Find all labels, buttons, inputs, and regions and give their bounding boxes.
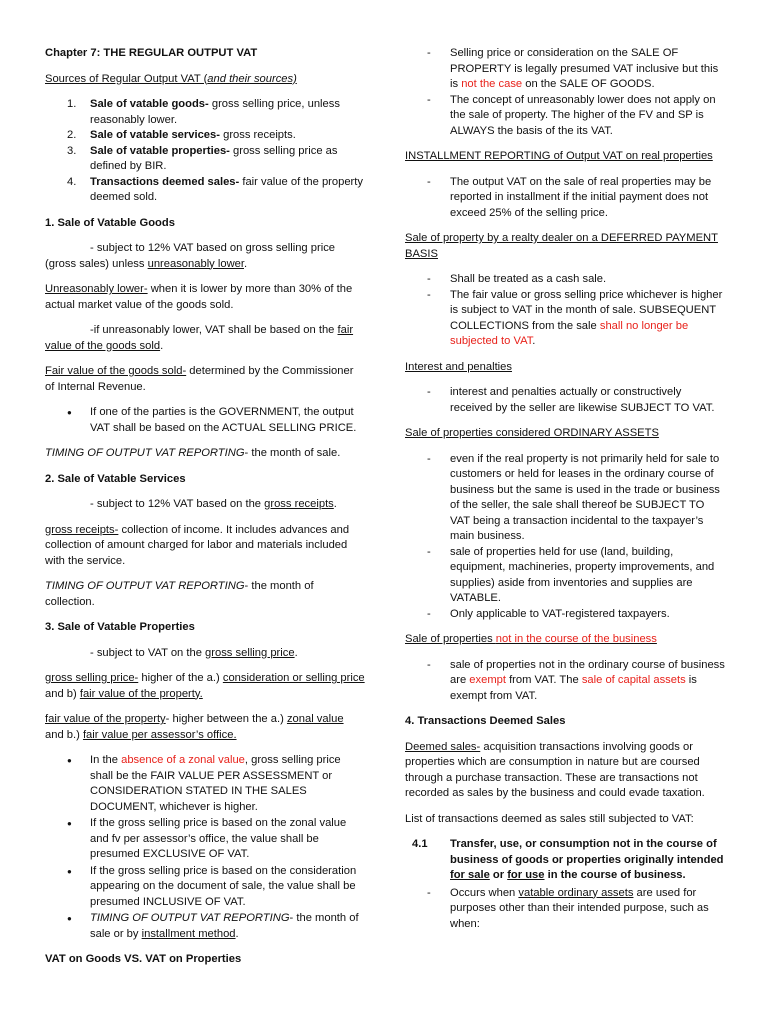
list-item: ● If the gross selling price is based on the zonal value and fv per assessor’s office, the value shall be presumed EXCLUSIVE OF VAT.	[45, 816, 365, 863]
timing-note: TIMING OF OUTPUT VAT REPORTING- the month of sale.	[45, 447, 341, 459]
dash-list	[405, 886, 725, 933]
paragraph: - subject to 12% VAT based on gross selling price (gross sales) unless unreasonably lower.	[45, 242, 336, 270]
paragraph: List of transactions deemed as sales still subjected to VAT:	[405, 812, 694, 825]
list-item: - The fair value or gross selling price whichever is higher is subject to VAT in the month of sale. SUBSEQUENT COLLECTIONS from the sale shall no longer be subjected to VAT.	[405, 288, 725, 350]
dash-list	[405, 175, 725, 222]
paragraph: gross selling price- higher of the a.) consideration or selling price and b) fair value of the property.	[45, 672, 365, 700]
timing-note: TIMING OF OUTPUT VAT REPORTING- the month of collection.	[45, 580, 314, 608]
left-column	[45, 46, 365, 978]
list-item: - sale of properties not in the ordinary course of business are exempt from VAT. The sale of capital assets is exempt from VAT.	[405, 658, 725, 705]
section-subheading: Interest and penalties	[405, 360, 512, 373]
list-item: 3. Sale of vatable properties- gross selling price as defined by BIR.	[67, 144, 338, 172]
list-item: - Selling price or consideration on the SALE OF PROPERTY is legally presumed VAT inclusive but this is not the case on the SALE OF GOODS.	[405, 46, 725, 93]
paragraph: Deemed sales- acquisition transactions involving goods or properties which are consumption in nature but are coursed through a purchase transaction. These are transactions not recorded as sales by the business and could evade taxation.	[405, 740, 705, 799]
list-item: - Occurs when vatable ordinary assets are used for purposes other than their intended purpose, such as when:	[405, 886, 725, 933]
paragraph: - subject to 12% VAT based on the gross receipts.	[90, 498, 337, 510]
bullet-list	[45, 405, 365, 436]
paragraph: fair value of the property- higher between the a.) zonal value and b.) fair value per assessor’s office.	[45, 713, 344, 741]
section-subheading: Sale of properties considered ORDINARY ASSETS	[405, 427, 659, 439]
list-item: 1. Sale of vatable goods- gross selling price, unless reasonably lower.	[67, 98, 340, 126]
dash-list	[405, 658, 725, 705]
dash-list	[405, 46, 725, 139]
list-item: - The concept of unreasonably lower does not apply on the sale of property. The higher of the FV and SP is ALWAYS the basis of the its VAT.	[405, 93, 725, 140]
list-item: - Shall be treated as a cash sale.	[405, 272, 725, 288]
list-item: 2. Sale of vatable services- gross receipts.	[67, 129, 296, 141]
paragraph: gross receipts- collection of income. It includes advances and collection of amount charged for labor and materials included with the service.	[45, 523, 350, 567]
list-item: - The output VAT on the sale of real properties may be reported in installment if the initial payment does not exceed 25% of the selling price.	[405, 175, 725, 222]
list-item: ● If one of the parties is the GOVERNMENT, the output VAT shall be based on the ACTUAL SELLING PRICE.	[45, 405, 365, 436]
sources-heading: Sources of Regular Output VAT (and their sources)	[45, 72, 297, 85]
list-item: - sale of properties held for use (land, building, equipment, machineries, property improvements, and supplies) aside from inventories and supplies are VATABLE.	[405, 545, 725, 607]
dash-list	[405, 385, 725, 416]
paragraph: Fair value of the goods sold- determined by the Commissioner of Internal Revenue.	[45, 365, 354, 393]
list-item: 4. Transactions deemed sales- fair value of the property deemed sold.	[67, 175, 363, 203]
paragraph: -if unreasonably lower, VAT shall be based on the fair value of the goods sold.	[45, 324, 354, 352]
bullet-list	[45, 753, 365, 942]
section-heading: 3. Sale of Vatable Properties	[45, 621, 195, 633]
section-heading: VAT on Goods VS. VAT on Properties	[45, 953, 242, 965]
sources-list	[45, 97, 365, 206]
list-item: - interest and penalties actually or constructively received by the seller are likewise SUBJECT TO VAT.	[405, 385, 725, 416]
dash-list	[405, 272, 725, 350]
section-heading: 2. Sale of Vatable Services	[45, 472, 186, 485]
list-item: - Only applicable to VAT-registered taxpayers.	[405, 607, 725, 623]
section-heading: 1. Sale of Vatable Goods	[45, 216, 175, 229]
dash-list	[405, 452, 725, 623]
section-heading: 4. Transactions Deemed Sales	[405, 715, 566, 727]
chapter-title: Chapter 7: THE REGULAR OUTPUT VAT	[45, 47, 258, 59]
right-column	[405, 46, 725, 942]
list-item: ● TIMING OF OUTPUT VAT REPORTING- the month of sale or by installment method.	[45, 911, 365, 942]
paragraph: Unreasonably lower- when it is lower by more than 30% of the actual market value of the goods sold.	[45, 283, 353, 311]
section-subheading: Sale of properties not in the course of the business	[405, 633, 657, 645]
list-item: ● In the absence of a zonal value, gross selling price shall be the FAIR VALUE PER ASSESSMENT or CONSIDERATION STATED IN THE SALES DOCUMENT, whichever is higher.	[45, 753, 365, 815]
list-item: ● If the gross selling price is based on the consideration appearing on the document of sale, the value shall be presumed INCLUSIVE OF VAT.	[45, 864, 365, 911]
section-subheading: INSTALLMENT REPORTING of Output VAT on real properties	[405, 150, 713, 162]
paragraph: - subject to VAT on the gross selling price.	[90, 646, 298, 659]
list-item: - even if the real property is not primarily held for sale to customers or held for leases in the ordinary course of business but the same is used in the trade or business of the seller, the sale shall thereof be SUBJECT TO VAT being a transaction incidental to the taxpayer’s main business.	[405, 452, 725, 545]
section-subheading: Sale of property by a realty dealer on a DEFERRED PAYMENT BASIS	[405, 232, 718, 260]
subsection-heading: 4.1 Transfer, use, or consumption not in the course of business of goods or properties originally intended for sale or for use in the course of business.	[412, 838, 724, 881]
